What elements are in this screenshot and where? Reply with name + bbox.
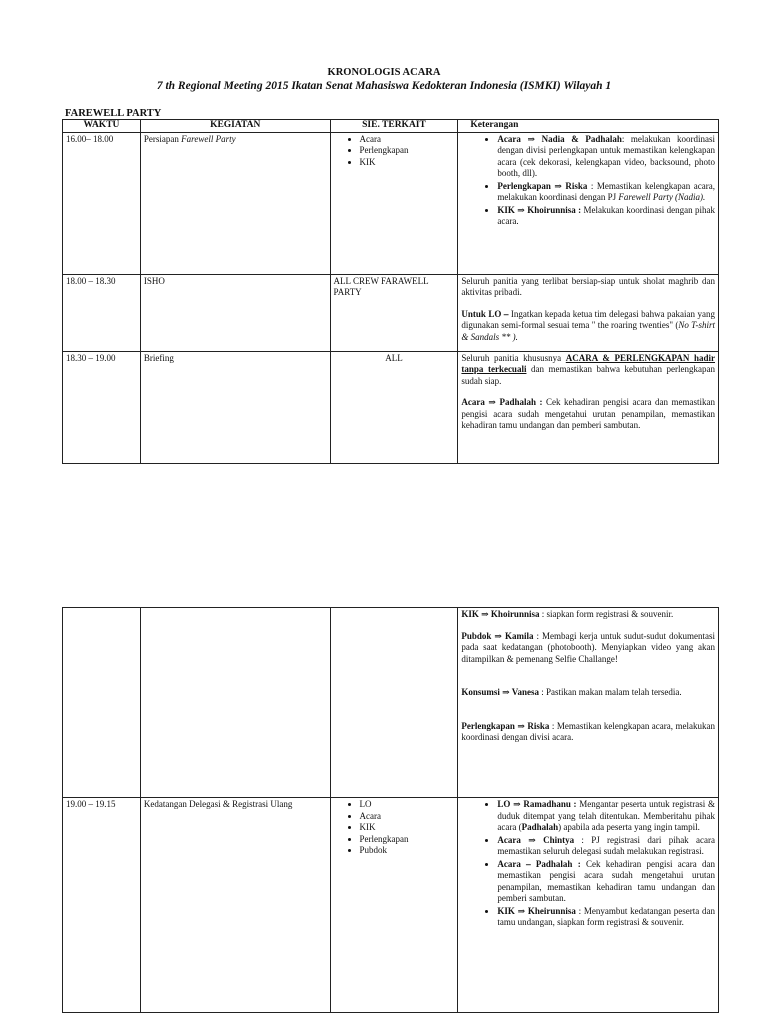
ket-text: Cek kehadiran pengisi acara dan memastikan pengisi acara sudah mengetahui urutan penampilan, memastikan kehadiran tamu undangan dan pemberi sambutan. xyxy=(497,858,715,903)
document-title: KRONOLOGIS ACARA xyxy=(327,67,441,78)
cell-waktu: 16.00– 18.00 xyxy=(63,132,141,274)
ket-text: Mengantar peserta untuk registrasi & duduk ditempat yang telah ditentukan. Memberitahu pihak acara ( xyxy=(497,799,715,832)
cell-keterangan xyxy=(458,608,719,798)
ket-paragraph xyxy=(461,353,715,388)
ket-text: : Menyambut kedatangan peserta dan tamu undangan, siapkan form registrasi & souvenir. xyxy=(497,905,715,927)
cell-kegiatan xyxy=(140,608,330,798)
cell-kegiatan: ISHO xyxy=(140,274,330,351)
list-item xyxy=(497,134,715,180)
ket-bold: KIK ⇒ Khoirunnisa : xyxy=(497,204,582,215)
ket-bold: Konsumsi ⇒ Vanesa xyxy=(461,687,539,697)
ket-bold: Acara ⇒ Padhalah : xyxy=(461,397,543,407)
header-keterangan: Keterangan xyxy=(458,120,719,133)
list-item xyxy=(497,205,715,228)
header-kegiatan: KEGIATAN xyxy=(140,120,330,133)
list-item: • Perlengkapan xyxy=(360,834,455,846)
ket-paragraph xyxy=(461,687,715,699)
list-item: • Acara xyxy=(360,811,455,823)
list-item: • KIK xyxy=(360,822,455,834)
kegiatan-prefix: Persiapan xyxy=(143,133,182,144)
ket-bold: Padhalah xyxy=(521,822,559,832)
kegiatan-italic: Farewell Party xyxy=(181,133,236,144)
cell-waktu xyxy=(63,608,141,798)
cell-waktu: 18.00 – 18.30 xyxy=(63,274,141,351)
keterangan-list xyxy=(461,799,715,929)
cell-kegiatan: Kedatangan Delegasi & Registrasi Ulang xyxy=(140,798,330,1013)
ket-text: : PJ registrasi dari pihak acara memastikan seluruh delegasi sudah melakukan registrasi. xyxy=(497,834,715,856)
ket-bold: LO ⇒ Ramadhanu : xyxy=(497,799,577,809)
cell-kegiatan xyxy=(140,132,330,274)
ket-paragraph xyxy=(461,309,715,344)
ket-text: Ingatkan kepada ketua tim delegasi bahwa pakaian yang digunakan semi-formal sesuai tema " the roaring twenties" ( xyxy=(461,308,715,330)
header-sie: SIE. TERKAIT xyxy=(330,120,458,133)
table-header-row xyxy=(63,120,719,133)
cell-keterangan xyxy=(458,132,719,274)
document-subtitle: 7 th Regional Meeting 2015 Ikatan Senat Mahasiswa Kedokteran Indonesia (ISMKI) Wilayah 1 xyxy=(156,80,612,92)
ket-text: : Memastikan kelengkapan acara, melakukan koordinasi dengan divisi acara. xyxy=(461,720,715,742)
ket-bold: Pubdok ⇒ Kamila xyxy=(461,630,534,641)
cell-sie xyxy=(330,608,458,798)
table-row xyxy=(63,132,719,274)
list-item: • Pubdok xyxy=(360,845,455,857)
list-item: • Acara xyxy=(360,134,455,146)
cell-keterangan xyxy=(458,351,719,463)
ket-paragraph xyxy=(461,609,715,621)
ket-bold: KIK ⇒ Khoirunnisa xyxy=(461,609,540,619)
table-row xyxy=(63,351,719,463)
list-item: • KIK xyxy=(360,157,455,169)
cell-keterangan xyxy=(458,798,719,1013)
ket-text: : melakukan koordinasi dengan divisi perlengkapan untuk memastikan kelengkapan acara (cek dekorasi, kelengkapan video, backsound, photo booth, dll). xyxy=(497,133,716,178)
schedule-table xyxy=(62,119,719,464)
ket-bold: Acara ⇒ Nadia & Padhalah xyxy=(497,133,622,144)
ket-text: : Pastikan makan malam telah tersedia. xyxy=(538,687,682,697)
table-row xyxy=(63,798,719,1013)
ket-text: dan memastikan bahwa kebutuhan perlengkapan sudah siap. xyxy=(461,364,716,386)
section-heading: FAREWELL PARTY xyxy=(65,108,162,119)
table-row xyxy=(63,274,719,351)
ket-bold: Acara ⇒ Chintya xyxy=(497,834,575,845)
sie-list xyxy=(334,134,455,169)
cell-kegiatan: Briefing xyxy=(140,351,330,463)
cell-sie: ALL CREW FARAWELL PARTY xyxy=(330,274,458,351)
cell-keterangan xyxy=(458,274,719,351)
ket-bold: Acara ⎯ Padhalah : xyxy=(497,858,581,869)
keterangan-list xyxy=(461,134,715,228)
ket-bold: Perlengkapan ⇒ Riska xyxy=(461,720,550,731)
sie-list xyxy=(334,799,455,857)
ket-text: : siapkan form registrasi & souvenir. xyxy=(539,609,674,619)
ket-bold-underline: ACARA & PERLENGKAPAN hadir tanpa terkecuali xyxy=(461,352,715,374)
cell-sie xyxy=(330,798,458,1013)
ket-bold: Perlengkapan ⇒ Riska xyxy=(497,180,588,191)
ket-text: Seluruh panitia khususnya xyxy=(461,352,566,363)
ket-paragraph xyxy=(461,721,715,744)
ket-paragraph: Seluruh panitia yang terlibat bersiap-siap untuk sholat maghrib dan aktivitas pribadi. xyxy=(461,275,715,297)
list-item xyxy=(497,906,715,929)
ket-paragraph xyxy=(461,397,715,432)
ket-italic: No T-shirt & Sandals ** ). xyxy=(461,320,715,342)
cell-waktu: 18.30 – 19.00 xyxy=(63,351,141,463)
ket-text: Cek kehadiran pengisi acara dan memastikan pengisi acara sudah mengetahui urutan penampilan, memastikan kehadiran tamu undangan dan pemberi sambutan. xyxy=(461,397,715,430)
table-row xyxy=(63,608,719,798)
cell-sie: ALL xyxy=(330,351,458,463)
ket-text: Melakukan koordinasi dengan pihak acara. xyxy=(497,204,715,226)
list-item: • Perlengkapan xyxy=(360,145,455,157)
header-waktu: WAKTU xyxy=(63,120,141,133)
ket-text: ) apabila ada peserta yang ingin tampil. xyxy=(558,822,700,832)
ket-bold: KIK ⇒ Kheirunnisa xyxy=(497,905,576,916)
list-item xyxy=(497,835,715,858)
ket-text: : Memastikan kelengkapan acara, melakukan koordinasi dengan PJ xyxy=(497,180,715,202)
ket-paragraph xyxy=(461,631,715,666)
ket-text: : Membagi kerja untuk sudut-sudut dokumentasi pada saat kedatangan (photobooth). Menyiapkan video yang akan ditampilkan & pemenang Selfie Challange! xyxy=(461,630,715,664)
ket-italic: Farewell Party (Nadia). xyxy=(618,192,706,202)
ket-bold: Untuk LO ⎯ xyxy=(461,308,509,319)
schedule-table-continued xyxy=(62,607,719,1013)
list-item xyxy=(497,799,715,834)
list-item xyxy=(497,181,715,204)
cell-waktu: 19.00 – 19.15 xyxy=(63,798,141,1013)
list-item: • LO xyxy=(360,799,455,811)
list-item xyxy=(497,859,715,905)
cell-sie xyxy=(330,132,458,274)
